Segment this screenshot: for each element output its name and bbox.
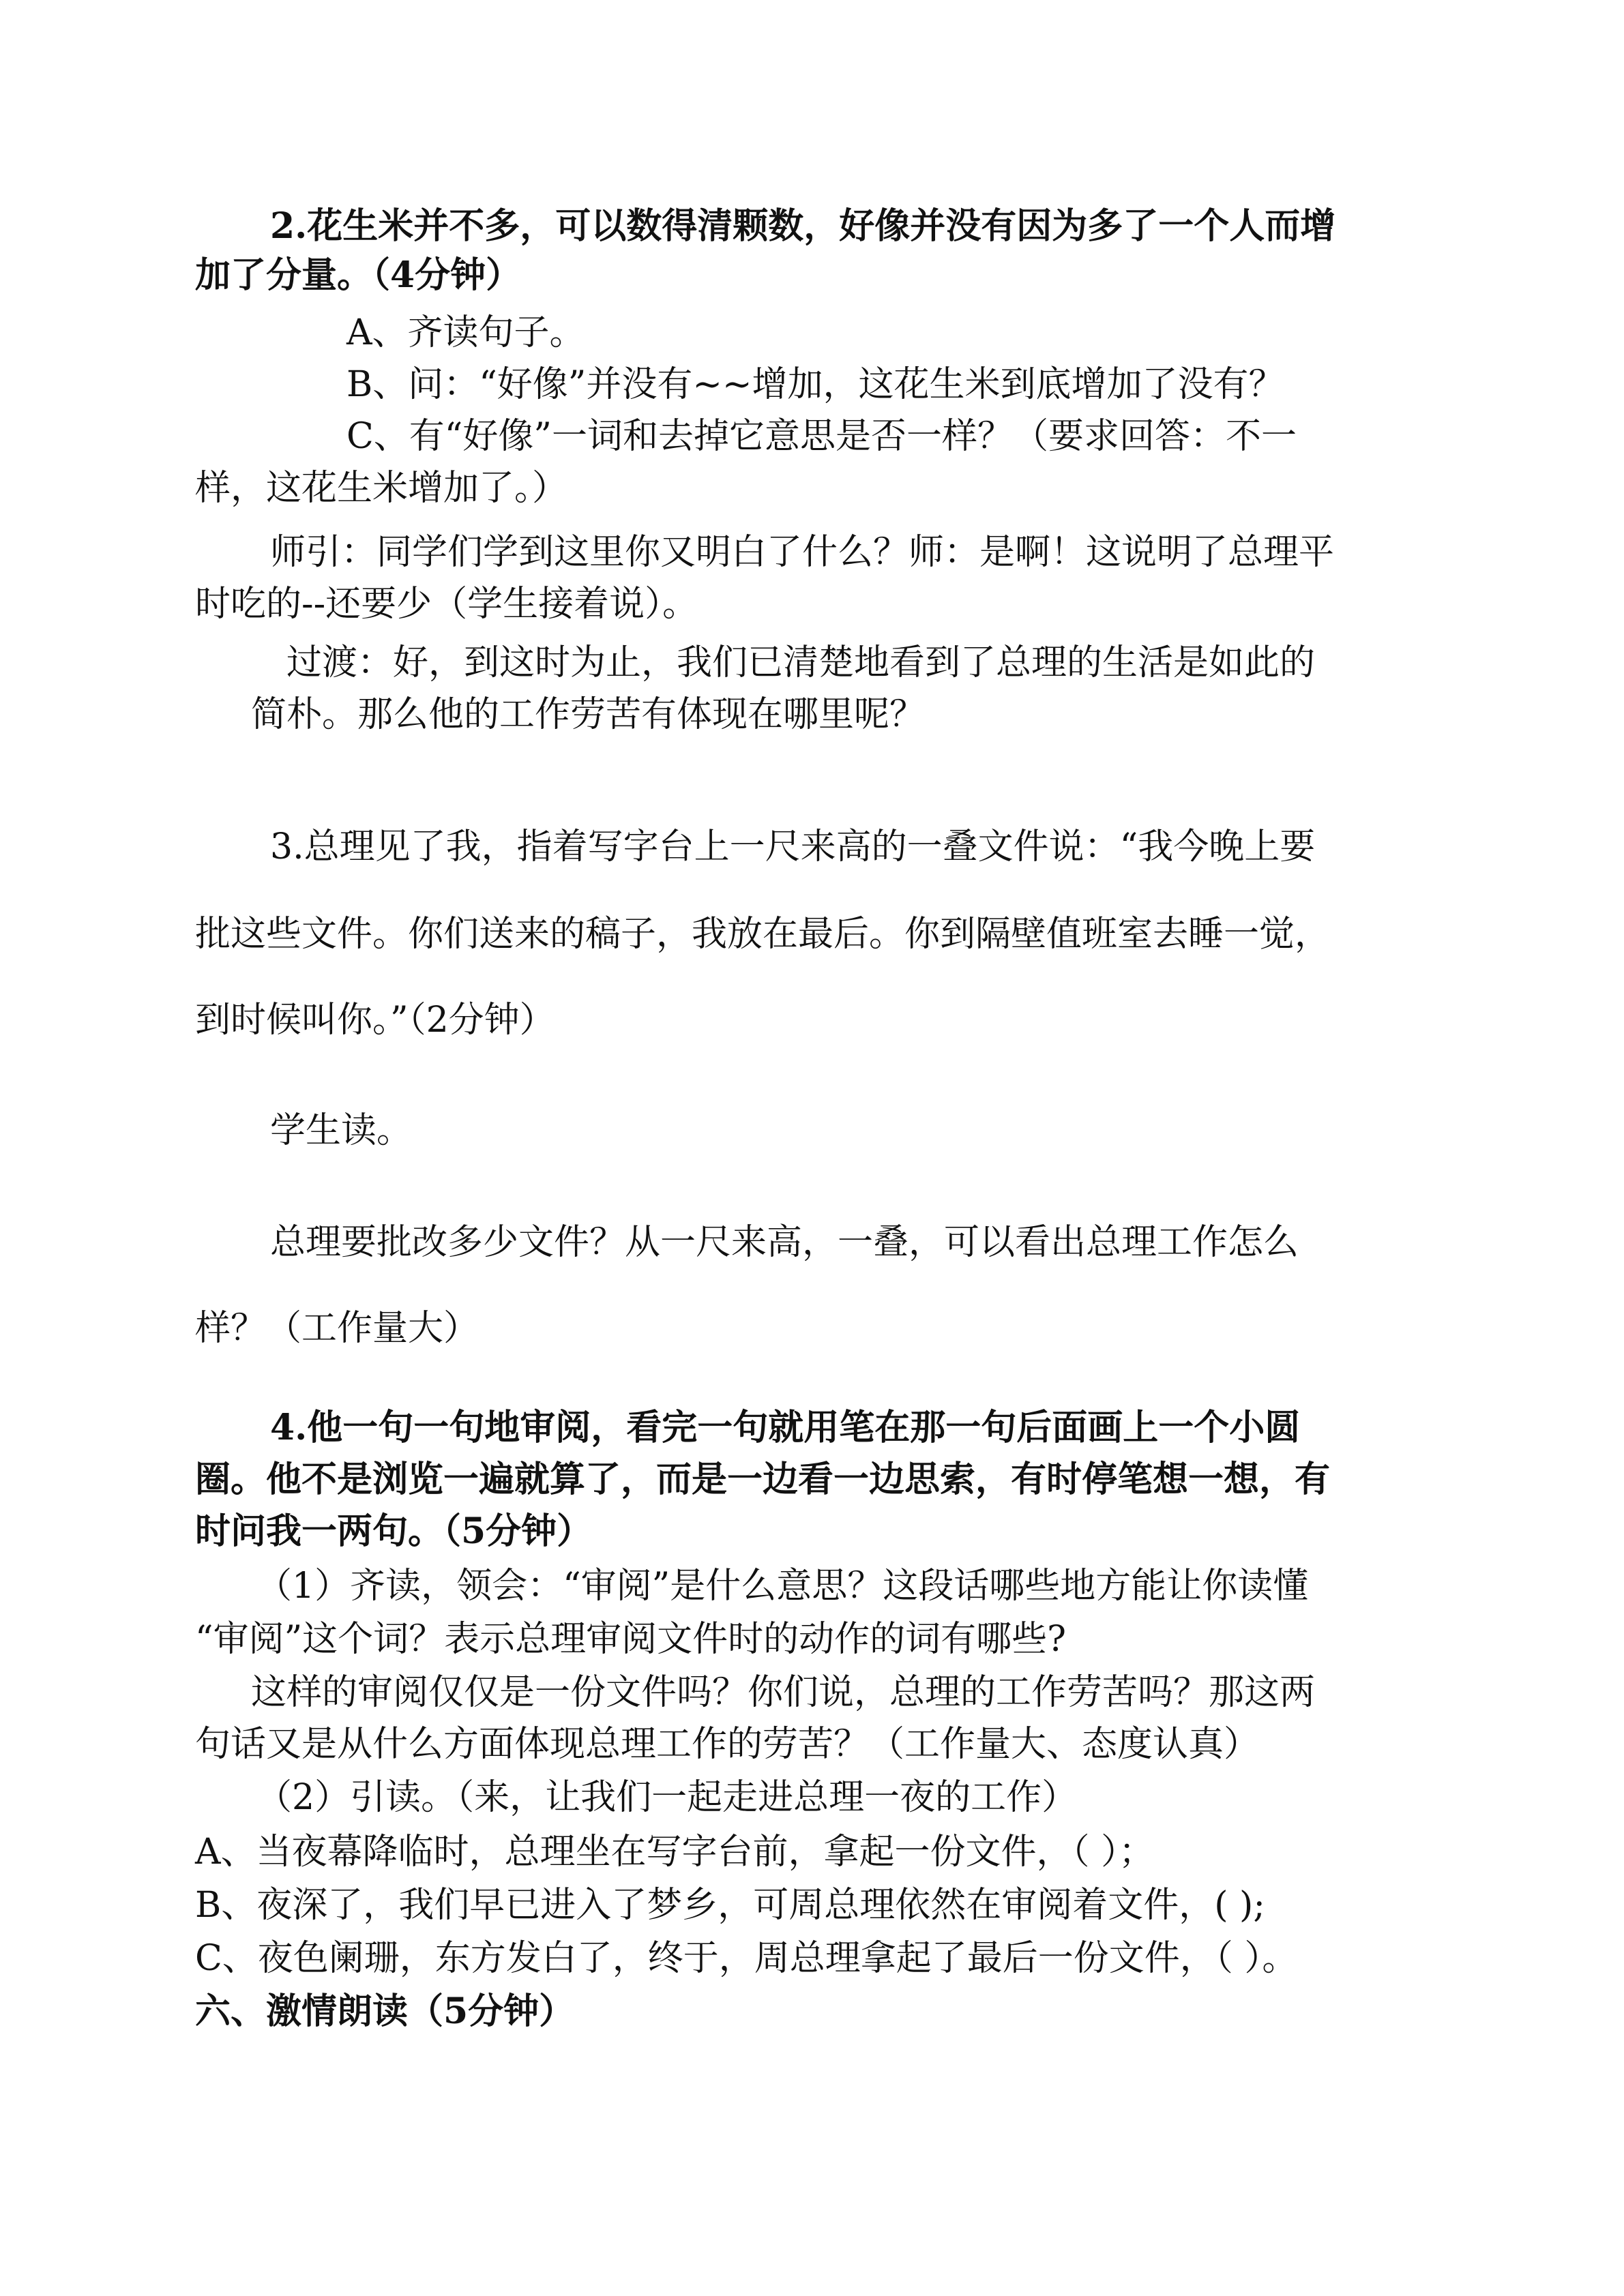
item4-option-c: C、夜色阑珊，东方发白了，终于，周总理拿起了最后一份文件，（ ）。	[195, 1938, 1298, 1979]
item4-option-b: B、夜深了，我们早已进入了梦乡，可周总理依然在审阅着文件，( );	[195, 1885, 1265, 1926]
section6-heading: 六、激情朗读（5分钟）	[195, 1991, 575, 2032]
item4-body-line-3: 这样的审阅仅仅是一份文件吗？你们说，总理的工作劳苦吗？那这两	[251, 1672, 1316, 1713]
item3-quote-line-2: 批这些文件。你们送来的稿子，我放在最后。你到隔壁值班室去睡一觉，	[195, 914, 1331, 955]
item3-question-line-1: 总理要批改多少文件？从一尺来高，一叠，可以看出总理工作怎么	[270, 1222, 1299, 1263]
item2-heading-line-2: 加了分量。（4分钟）	[195, 254, 522, 296]
item4-heading-line-1: 4.他一句一句地审阅，看完一句就用笔在那一句后面画上一个小圆	[270, 1407, 1301, 1448]
item2-step-c: C、有“好像”一词和去掉它意思是否一样？（要求回答：不一	[346, 416, 1297, 457]
item4-body-line-1: （1）齐读，领会：“审阅”是什么意思？这段话哪些地方能让你读懂	[256, 1566, 1309, 1607]
item3-question-line-2: 样？（工作量大）	[195, 1308, 479, 1349]
item3-student-read: 学生读。	[270, 1110, 413, 1151]
item4-heading-line-3: 时问我一两句。（5分钟）	[195, 1510, 593, 1552]
item4-body-line-5: （2）引读。（来，让我们一起走进总理一夜的工作）	[256, 1777, 1078, 1818]
item2-step-a: A、齐读句子。	[346, 312, 585, 353]
item2-heading-line-1: 2.花生米并不多，可以数得清颗数，好像并没有因为多了一个人而增	[270, 205, 1336, 247]
item2-transition-line-2: 简朴。那么他的工作劳苦有体现在哪里呢？	[251, 694, 926, 735]
item2-teacher-line-2: 时吃的--还要少（学生接着说）。	[195, 584, 698, 625]
item2-teacher-line-1: 师引：同学们学到这里你又明白了什么？师：是啊！这说明了总理平	[270, 532, 1335, 573]
item2-step-c-cont: 样，这花生米增加了。）	[195, 468, 568, 509]
item4-body-line-2: “审阅”这个词？表示总理审阅文件时的动作的词有哪些?	[195, 1619, 1067, 1660]
item4-heading-line-2: 圈。他不是浏览一遍就算了，而是一边看一边思索，有时停笔想一想，有	[195, 1459, 1331, 1500]
item4-option-a: A、当夜幕降临时，总理坐在写字台前，拿起一份文件，（ ）；	[195, 1832, 1155, 1873]
item2-transition-line-1: 过渡：好，到这时为止，我们已清楚地看到了总理的生活是如此的	[286, 642, 1316, 683]
item3-quote-line-3: 到时候叫你。”（2分钟）	[195, 1000, 555, 1041]
item3-quote-line-1: 3.总理见了我，指着写字台上一尺来高的一叠文件说：“我今晚上要	[270, 826, 1316, 867]
item4-body-line-4: 句话又是从什么方面体现总理工作的劳苦？（工作量大、态度认真）	[195, 1724, 1260, 1765]
item2-step-b: B、问：“好像”并没有~~增加，这花生米到底增加了没有？	[346, 364, 1284, 405]
